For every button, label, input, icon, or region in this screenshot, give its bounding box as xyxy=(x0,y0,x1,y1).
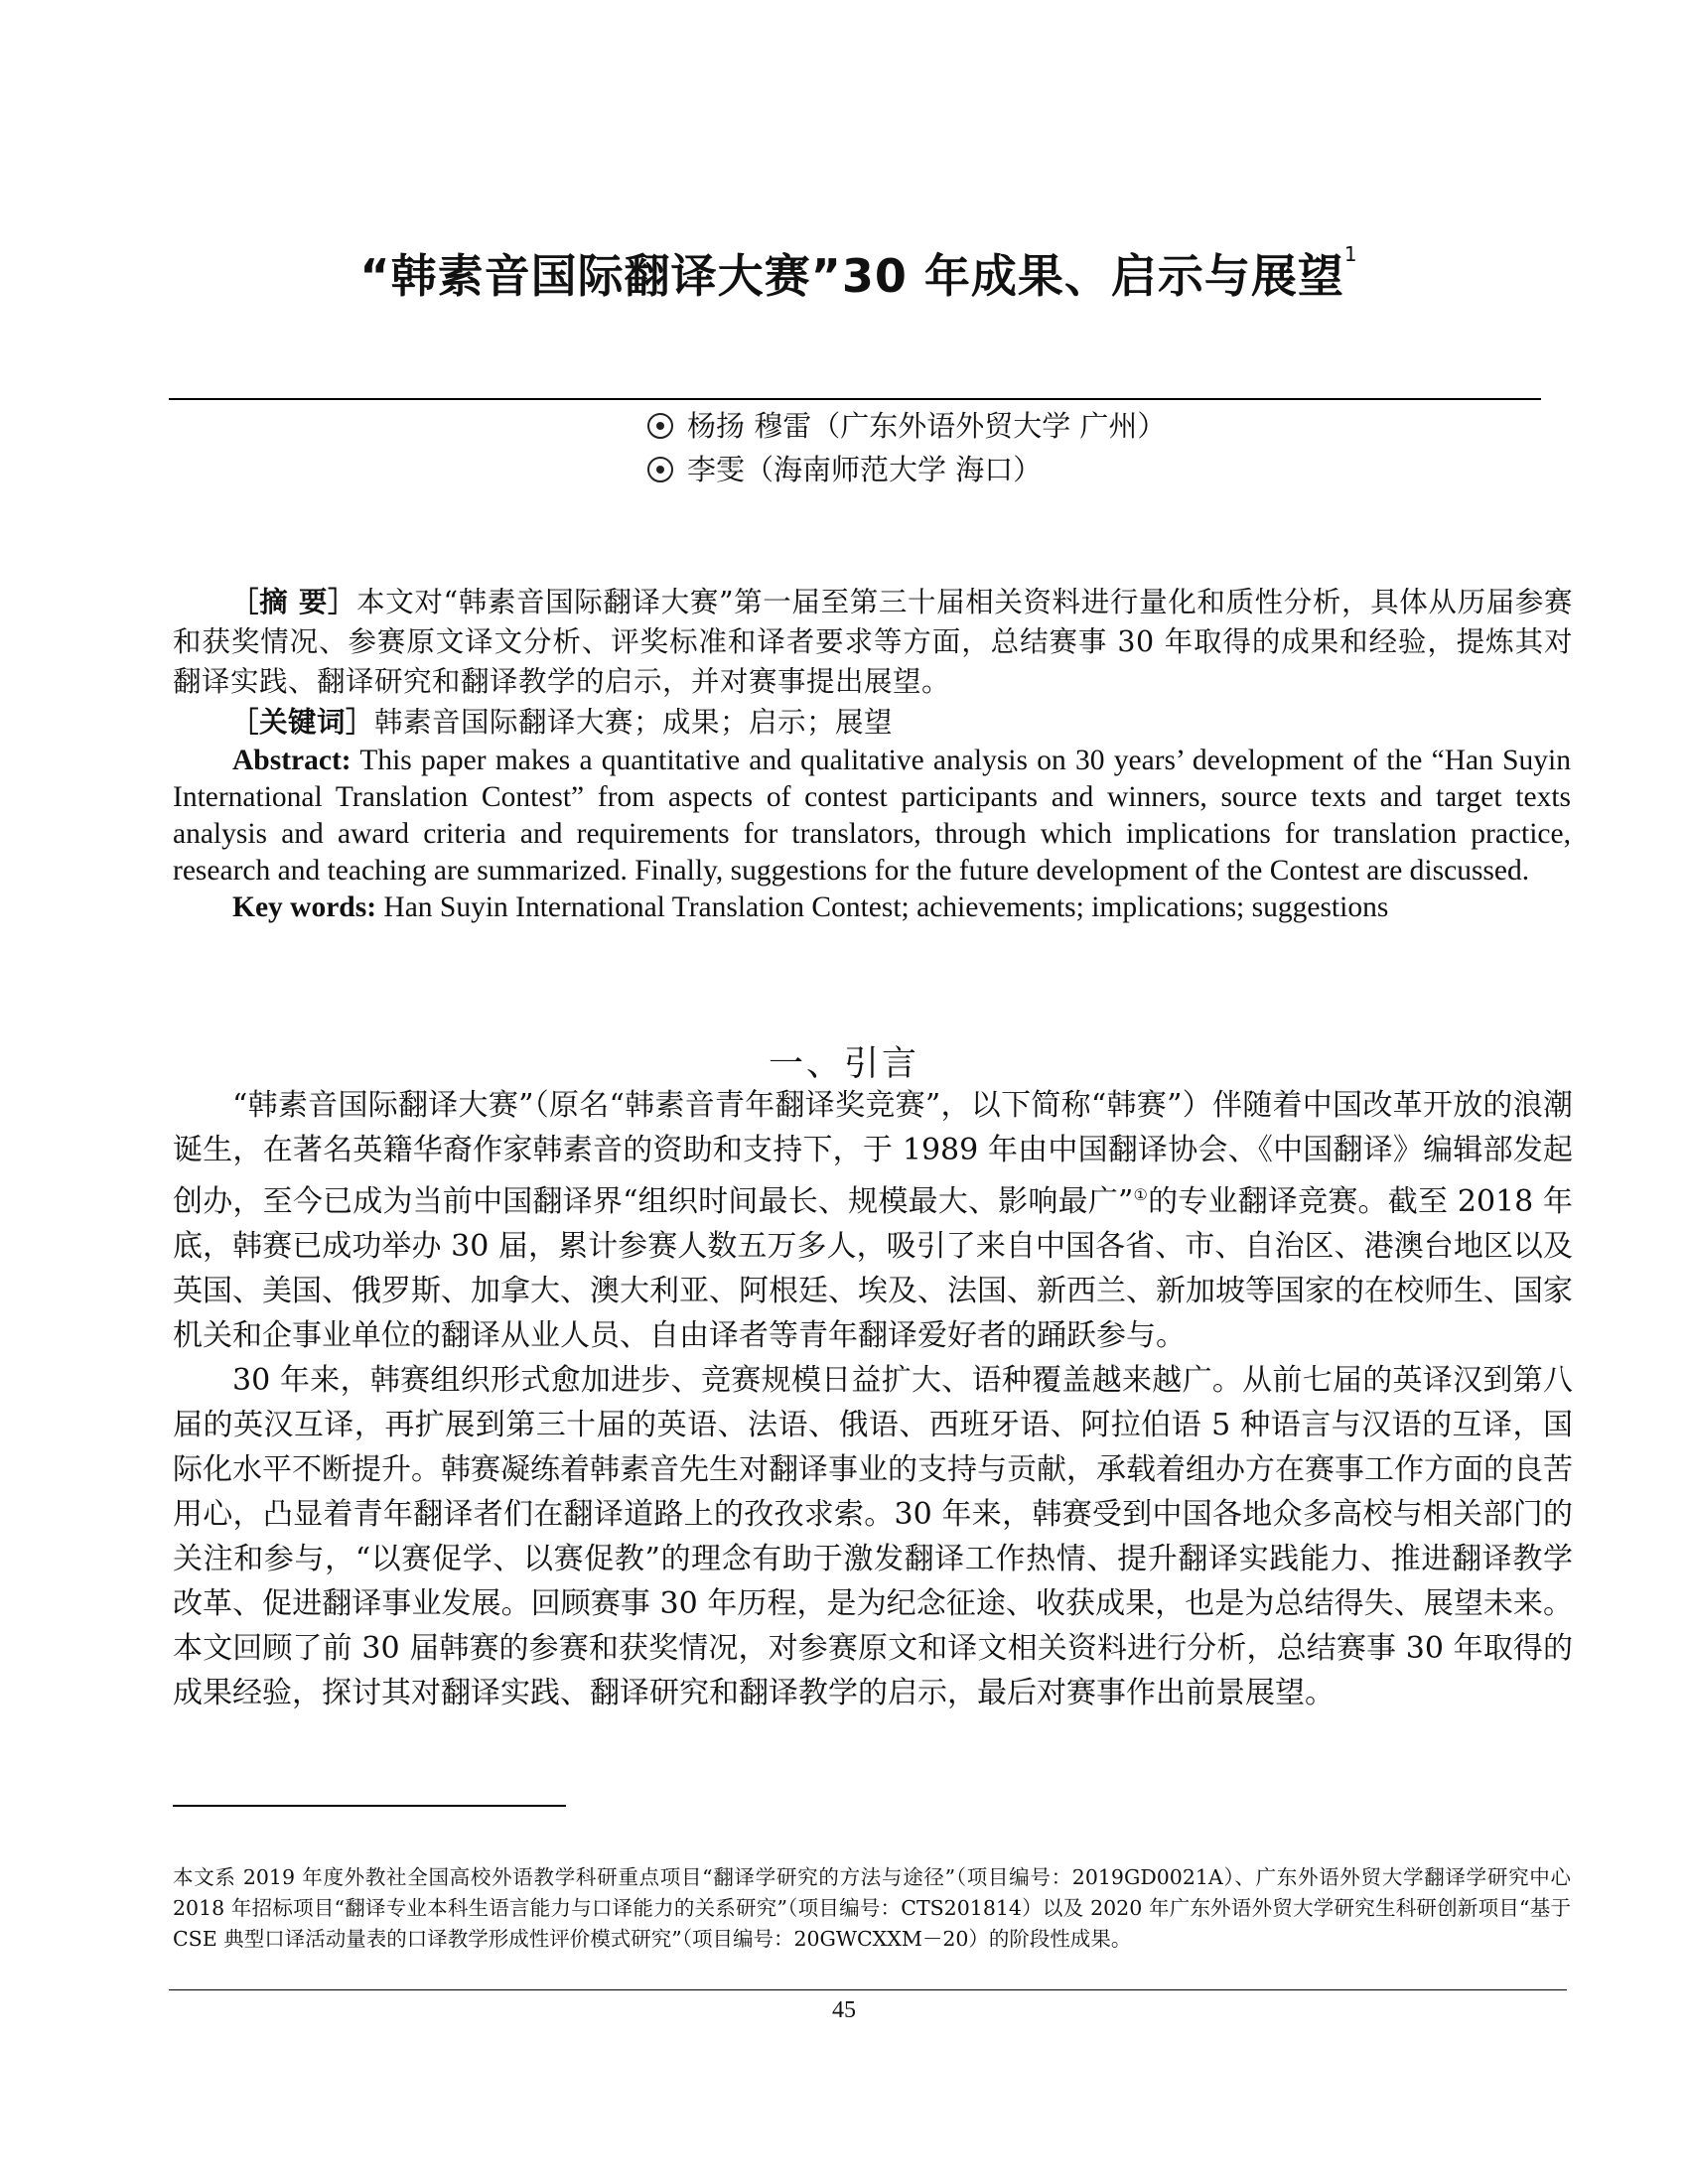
bullet-circle-icon xyxy=(647,457,673,482)
keywords-zh-label: ［关键词］ xyxy=(230,705,375,739)
author-line-1: 杨扬 穆雷（广东外语外贸大学 广州） xyxy=(647,404,1166,448)
english-abstract xyxy=(173,743,1571,926)
abstract-en-paragraph xyxy=(173,743,1571,889)
author-block xyxy=(647,404,1166,491)
bullet-circle-icon xyxy=(647,413,673,439)
abstract-en-label: Abstract: xyxy=(232,745,352,776)
body-text xyxy=(173,1083,1573,1715)
footnote-separator xyxy=(173,1805,566,1807)
abstract-zh-label: ［摘 要］ xyxy=(230,585,357,618)
keywords-en-label: Key words: xyxy=(232,891,377,923)
page-number: 45 xyxy=(832,1997,856,2023)
title-rule xyxy=(169,398,1541,400)
endnote-mark: ① xyxy=(1133,1185,1149,1204)
title-footnote-mark: 1 xyxy=(1343,242,1358,266)
chinese-abstract xyxy=(173,582,1573,743)
keywords-zh-text: 韩素音国际翻译大赛；成果；启示；展望 xyxy=(374,706,894,739)
abstract-zh-paragraph xyxy=(173,582,1573,702)
section-heading: 一、引言 xyxy=(768,1044,919,1084)
footnote: 本文系 2019 年度外教社全国高校外语教学科研重点项目“翻译学研究的方法与途径”（项目编号：2019GD0021A）、广东外语外贸大学翻译学研究中心 2018 年招标项目“翻译专业本科生语言能力与口译能力的关系研究”（项目编号：CTS201814）以及 2020 年广东外语外贸大学研究生科研创新项目“基于 CSE 典型口译活动量表的口译教学形成性评价模式研究”（项目编号：20GWCXXM－20）的阶段性成果。 xyxy=(173,1865,1571,1951)
abstract-en-text: This paper makes a quantitative and qualitative analysis on 30 years’ development of the “Han Suyin International Translation Contest” from aspects of contest participants and winners, source texts and target texts analysis and award criteria and requirements for translators, through which implications for translation practice, research and teaching are summarized. Finally, suggestions for the future development of the Contest are discussed. xyxy=(173,745,1571,887)
body-paragraph-1: “韩素音国际翻译大赛”（原名“韩素音青年翻译奖竞赛”，以下简称“韩赛”）伴随着中国改革开放的浪潮诞生，在著名英籍华裔作家韩素音的资助和支持下，于 1989 年由中国翻译协会、《中国翻译》编辑部发起创办，至今已成为当前中国翻译界“组织时间最长、规模最大、影响最广”①的专业翻译竞赛。截至 2018 年底，韩赛已成功举办 30 届，累计参赛人数五万多人，吸引了来自中国各省、市、自治区、港澳台地区以及英国、美国、俄罗斯、加拿大、澳大利亚、阿根廷、埃及、法国、新西兰、新加坡等国家的在校师生、国家机关和企事业单位的翻译从业人员、自由译者等青年翻译爱好者的踊跃参与。 xyxy=(173,1088,1574,1353)
keywords-en-paragraph xyxy=(173,889,1571,926)
paper-title: “韩素音国际翻译大赛”30 年成果、启示与展望$^1$ xyxy=(359,242,1358,303)
abstract-zh-text: 本文对“韩素音国际翻译大赛”第一届至第三十届相关资料进行量化和质性分析，具体从历届参赛和获奖情况、参赛原文译文分析、评奖标准和译者要求等方面，总结赛事 30 年取得的成果和经验，提炼其对翻译实践、翻译研究和翻译教学的启示，并对赛事提出展望。 xyxy=(173,586,1573,698)
keywords-zh-paragraph xyxy=(173,702,1573,743)
author-line-2: 李雯（海南师范大学 海口） xyxy=(647,448,1166,491)
keywords-en-text: Han Suyin International Translation Contest; achievements; implications; suggestions xyxy=(383,891,1389,923)
page-bottom-rule xyxy=(169,1989,1567,1990)
body-paragraph-2: 30 年来，韩赛组织形式愈加进步、竞赛规模日益扩大、语种覆盖越来越广。从前七届的英译汉到第八届的英汉互译，再扩展到第三十届的英语、法语、俄语、西班牙语、阿拉伯语 5 种语言与汉语的互译，国际化水平不断提升。韩赛凝练着韩素音先生对翻译事业的支持与贡献，承载着组办方在赛事工作方面的良苦用心，凸显着青年翻译者们在翻译道路上的孜孜求索。30 年来，韩赛受到中国各地众多高校与相关部门的关注和参与，“以赛促学、以赛促教”的理念有助于激发翻译工作热情、提升翻译实践能力、推进翻译教学改革、促进翻译事业发展。回顾赛事 30 年历程，是为纪念征途、收获成果，也是为总结得失、展望未来。本文回顾了前 30 届韩赛的参赛和获奖情况，对参赛原文和译文相关资料进行分析，总结赛事 30 年取得的成果经验，探讨其对翻译实践、翻译研究和翻译教学的启示，最后对赛事作出前景展望。 xyxy=(173,1363,1573,1710)
